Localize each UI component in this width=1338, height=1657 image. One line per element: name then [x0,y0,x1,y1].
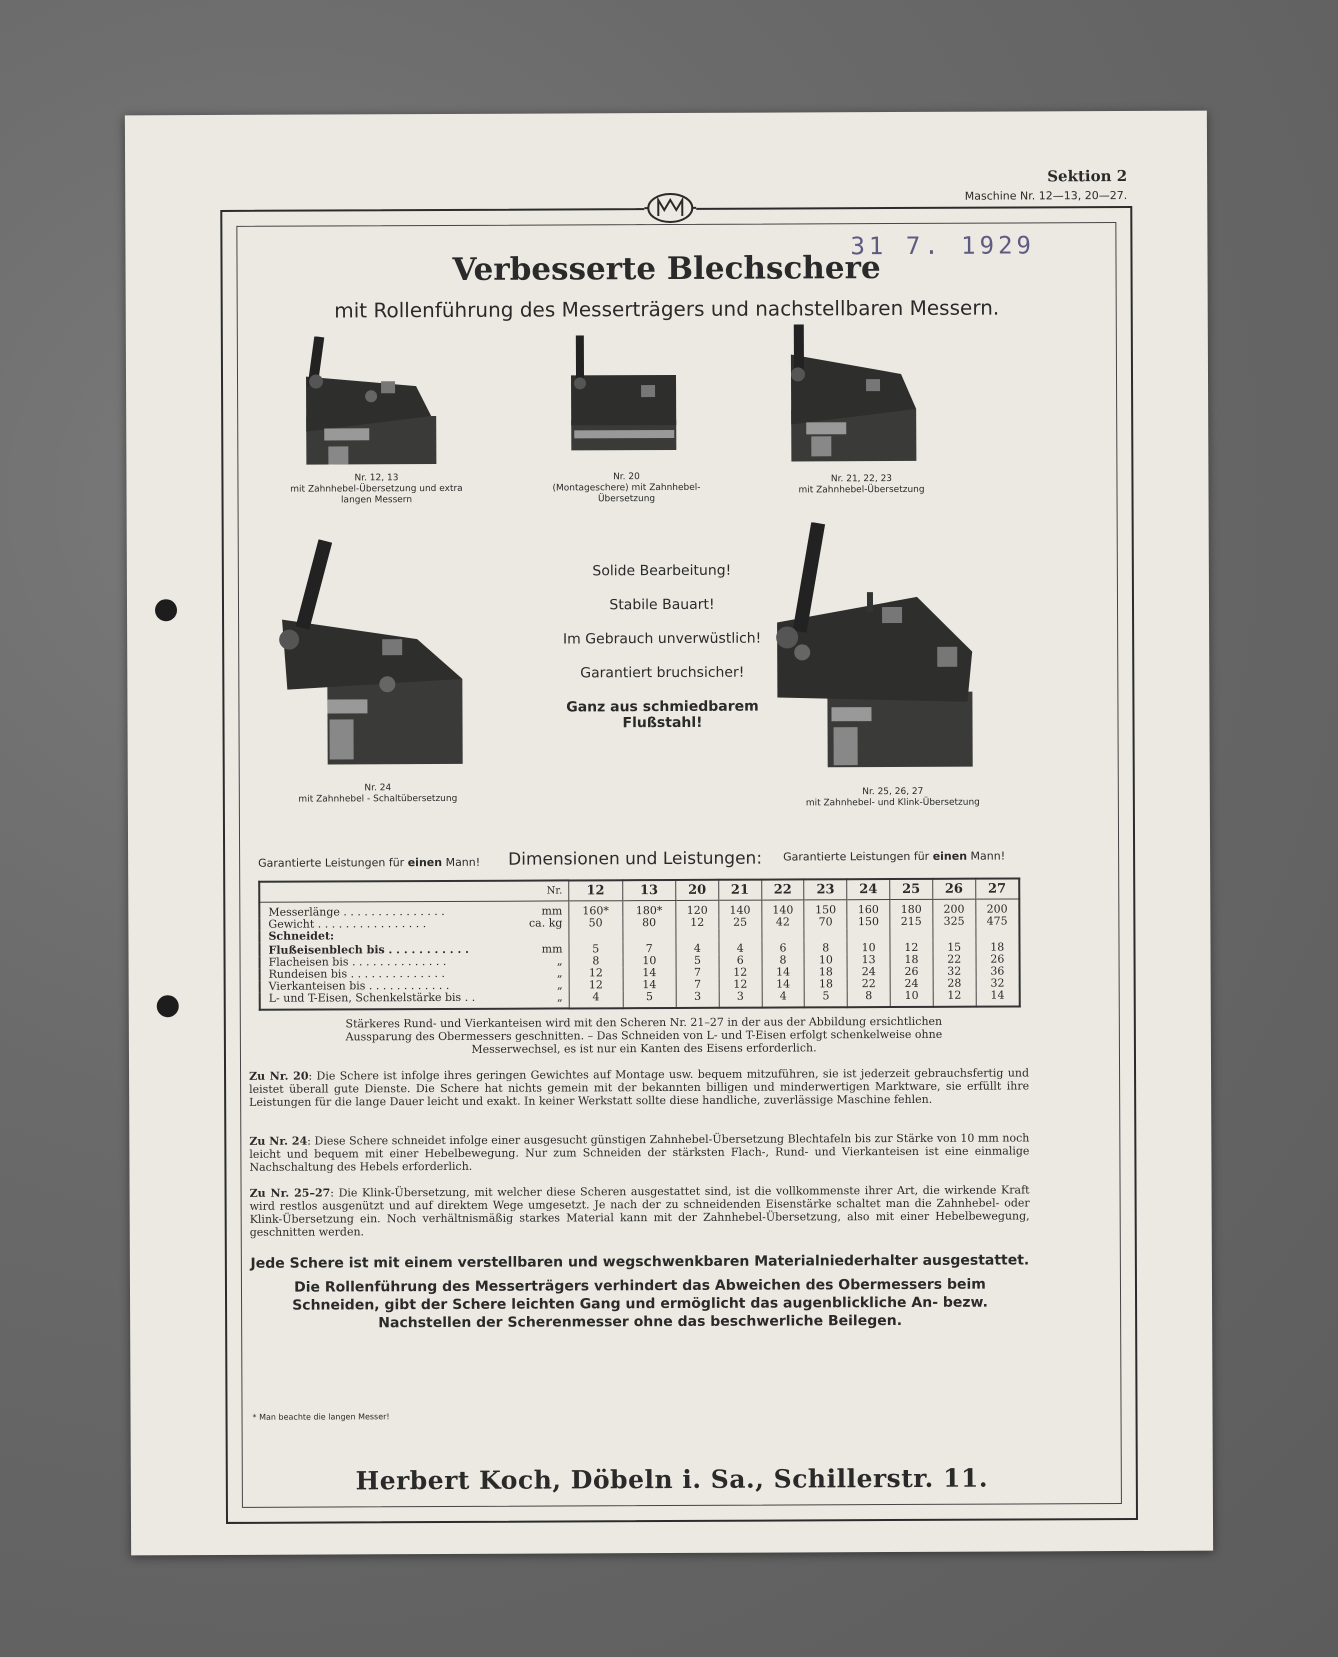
table-cell [804,928,847,940]
table-cell: 13 [847,954,890,966]
caption-m2-desc: (Montageschere) mit Zahnhebel-Übersetzung [552,482,701,505]
table-cell: 200 [975,899,1019,916]
table-cell: 12 [719,967,762,979]
col-header: 22 [761,879,804,900]
table-cell [933,928,976,940]
table-cell: 7 [676,967,719,979]
table-cell: 26 [976,953,1020,965]
table-cell: 5 [623,991,677,1008]
guarantee-bold: einen [932,849,968,863]
table-cell: 4 [676,941,719,955]
table-cell: 24 [847,966,890,978]
row-label-text: Rundeisen bis . . . . . . . . . . . . . . [268,966,446,981]
table-cell: 10 [804,954,847,966]
dimensions-table [258,877,1021,1010]
table-cell: 3 [719,991,762,1008]
row-label-text: Gewicht . . . . . . . . . . . . . . . . [268,917,427,931]
table-cell: 7 [676,979,719,991]
catalog-sheet [125,111,1213,1556]
col-header: 20 [676,880,719,901]
table-cell: 36 [976,965,1020,977]
paragraph-nr25-27-text: : Die Klink-Übersetzung, mit welcher diese Scheren ausgestattet sind, ist die vollkommenste ihrer Art, die wirkende Kraft wird restlos ausgenützt und auf direktem Wege umgesetzt. Je nach der zu schneidenden Eisenstärke schaltet man die Zahnhebel- oder Klink-Übersetzung ein. Noch verhältnismäßig starkes Material kann mit der Zahnhebel-Übersetzung, also mit einer Hebelbewegung, geschnitten werden. [249,1183,1030,1239]
slogan-2: Stabile Bauart! [609,596,715,614]
table-cell: 32 [976,977,1020,989]
table-cell: 10 [623,955,677,967]
table-cell [890,928,933,940]
guarantee-right [783,850,1005,864]
table-cell: 180* [622,900,676,917]
section-label: Sektion 2 [1047,166,1128,186]
guarantee-bold: einen [407,855,443,870]
table-cell: 4 [762,990,805,1007]
row-label-text: Vierkanteisen bis . . . . . . . . . . . . [268,978,450,993]
slogan-1: Solide Bearbeitung! [592,562,732,580]
table-cell: 160 [847,900,890,917]
feature-statement-2: Die Rollenführung des Messerträgers verhindert das Abweichen des Obermessers beim Schneiden, gibt der Schere leichten Gang und ermöglicht das augenblickliche An- bezw. Nachstellen der Scherenmesser ohne das beschwerliche Beilegen. [292,1276,988,1332]
row-label-text: L- und T-Eisen, Schenkelstärke bis . . [268,990,476,1005]
table-cell: 7 [622,941,676,955]
table-cell: 200 [933,899,976,916]
col-header: 21 [719,880,762,901]
table-cell: 12 [569,967,623,979]
slogan-5 [512,698,812,731]
caption-m4 [278,783,478,806]
row-unit: „ [556,966,563,980]
guarantee-prefix: Garantierte Leistungen für [258,856,408,870]
slogan-3: Im Gebrauch unverwüstlich! [562,630,762,648]
table-cell: 14 [623,979,677,991]
feature-statement-1: Jede Schere ist mit einem verstellbaren und wegschwenkbaren Materialniederhalter ausgestattet. [250,1252,1030,1272]
row-unit: „ [556,990,563,1004]
table-title: Dimensionen und Leistungen: [508,848,763,870]
guarantee-suffix: Mann! [967,849,1006,863]
table-cell: 5 [569,941,623,955]
table-cell [569,929,623,941]
company-logo [644,192,696,224]
shear-machine-24-image [267,539,468,770]
caption-m4-nr: Nr. 24 [364,783,392,794]
table-cell: 14 [976,989,1020,1006]
col-header: 24 [847,879,890,900]
table-cell: 6 [762,940,805,954]
row-label-text: Flußeisenblech bis . . . . . . . . . . . [268,942,469,957]
col-header: 25 [890,879,933,900]
caption-m4-desc: mit Zahnhebel - Schaltübersetzung [298,793,458,805]
page-subtitle: mit Rollenführung des Messerträgers und nachstellbaren Messern. [334,295,1000,323]
table-cell: 15 [933,940,976,954]
table-cell: 325 [933,916,976,928]
caption-m2-nr: Nr. 20 [613,472,640,483]
guarantee-suffix: Mann! [442,855,481,869]
col-header: 27 [975,878,1019,899]
table-row [260,989,1020,1009]
caption-m5-desc: mit Zahnhebel- und Klink-Übersetzung [805,797,980,809]
shear-machine-21-23-image [776,324,922,465]
caption-m3-desc: mit Zahnhebel-Übersetzung [798,484,925,496]
footnote: * Man beachte die langen Messer! [252,1412,390,1422]
table-cell: 70 [804,916,847,928]
col-header: 23 [804,879,847,900]
table-cell: 50 [569,917,623,929]
table-cell: 18 [976,939,1020,953]
table-cell: 150 [804,900,847,917]
paragraph-nr24-head: Zu Nr. 24 [249,1134,308,1148]
row-label-text: Schneidet: [268,929,335,943]
date-stamp: 31 7. 1929 [850,231,1036,261]
table-cell: 5 [676,955,719,967]
row-unit: ca. kg [528,916,563,930]
table-cell: 120 [676,900,719,917]
paragraph-nr24-text: : Diese Schere schneidet infolge einer ausgesucht günstigen Zahnhebel-Übersetzung Blechtafeln bis zur Stärke von 10 mm noch leicht und bequem mit einer Hebelbewegung. Nur zum Schneiden der stärksten Flach-, Rund- und Vierkanteisen ist eine einmalige Nachschaltung des Hebels erforderlich. [249,1131,1030,1174]
table-cell: 10 [847,940,890,954]
table-cell: 18 [805,978,848,990]
row-unit: mm [541,942,563,956]
punch-hole [155,599,177,621]
caption-m5 [788,787,998,810]
table-cell: 12 [569,979,623,991]
table-cell [719,929,762,941]
slogan-5a: Ganz aus schmiedbarem [566,698,759,716]
table-cell: 8 [569,955,623,967]
table-cell: 22 [847,978,890,990]
paragraph-nr20-text: : Die Schere ist infolge ihres geringen Gewichtes auf Montage usw. bequem mitzuführen, sie ist jederzeit gebrauchsfertig und leistet überall gute Dienste. Die Schere hat nichts gemein mit der bekannten billigen und minderwertigen Marktware, sie erfüllt ihre Leistungen für die lange Dauer leicht und exakt. In keiner Werkstatt sollte diese handliche, zuverlässige Maschine fehlen. [249,1066,1030,1109]
table-cell: 5 [805,990,848,1007]
paragraph-nr20-head: Zu Nr. 20 [249,1069,309,1083]
caption-m1-nr: Nr. 12, 13 [354,473,399,484]
table-cell [676,929,719,941]
table-cell: 14 [762,966,805,978]
shear-machine-12-13-image [296,336,442,467]
caption-m5-nr: Nr. 25, 26, 27 [862,786,924,798]
paragraph-nr25-27 [250,1183,1030,1238]
table-cell: 8 [847,990,890,1007]
table-cell: 12 [676,917,719,929]
row-unit: „ [556,978,563,992]
col-header: 26 [932,879,975,900]
slogan-list [512,562,813,749]
guarantee-prefix: Garantierte Leistungen für [783,849,933,864]
slogan-5b: Flußstahl! [622,714,703,732]
caption-m1-desc: mit Zahnhebel-Übersetzung und extra langen Messern [290,483,463,506]
col-header: 12 [569,880,623,901]
table-cell: 10 [890,990,933,1007]
table-cell [975,927,1019,939]
table-cell [762,928,805,940]
caption-m3-nr: Nr. 21, 22, 23 [830,474,893,485]
paragraph-nr25-27-head: Zu Nr. 25–27 [249,1186,331,1200]
table-cell: 26 [890,966,933,978]
table-cell: 14 [762,978,805,990]
row-unit: „ [556,954,563,968]
row-label-text: Flacheisen bis . . . . . . . . . . . . . . [268,954,447,969]
table-cell: 32 [933,966,976,978]
table-cell: 4 [719,941,762,955]
table-cell: 80 [622,917,676,929]
table-cell: 25 [719,917,762,929]
shear-machine-20-image [566,335,687,456]
table-cell: 28 [933,978,976,990]
table-cell: 8 [804,940,847,954]
row-label-text: Messerlänge . . . . . . . . . . . . . . . [268,904,445,919]
table-cell: 3 [676,991,719,1008]
table-cell: 215 [890,916,933,928]
table-cell: 14 [623,967,677,979]
table-cell: 12 [890,940,933,954]
slogan-4: Garantiert bruchsicher! [580,664,745,682]
machine-numbers: Maschine Nr. 12—13, 20—27. [964,188,1128,203]
table-cell: 12 [933,990,976,1007]
page-title: Verbesserte Blechschere [452,250,881,288]
table-cell: 42 [761,916,804,928]
paragraph-intro: Stärkeres Rund- und Vierkanteisen wird mit den Scheren Nr. 21–27 in der aus der Abbildung ersichtlichen Aussparung des Obermessers geschnitten. – Das Schneiden von L- und T-Eisen erfolgt schenkelweise ohne Messerwechsel, es ist nur ein Kanten des Eisens erforderlich. [345,1014,943,1056]
table-cell: 160* [569,901,623,918]
table-cell [847,928,890,940]
table-cell: 18 [890,954,933,966]
table-cell: 4 [569,991,623,1008]
table-cell: 475 [975,915,1019,927]
caption-m1 [276,473,476,507]
paragraph-nr24 [249,1131,1029,1173]
table-cell [622,929,676,941]
table-cell: 22 [933,954,976,966]
table-cell: 24 [890,978,933,990]
table-cell: 140 [719,900,762,917]
table-cell: 180 [890,899,933,916]
table-cell: 140 [761,900,804,917]
row-label [260,991,570,1009]
punch-hole [157,995,179,1017]
paragraph-nr20 [249,1066,1029,1108]
company-address: Herbert Koch, Döbeln i. Sa., Schillerstr. 11. [355,1463,989,1496]
caption-m3 [776,474,946,497]
table-cell: 12 [719,979,762,991]
table-nr-label: Nr. [259,880,569,902]
guarantee-left [258,856,480,870]
table-cell: 150 [847,916,890,928]
table-cell: 18 [804,966,847,978]
table-cell: 8 [762,954,805,966]
row-unit: mm [541,904,563,918]
table-cell: 6 [719,955,762,967]
caption-m2 [526,472,726,506]
col-header: 13 [622,880,676,901]
